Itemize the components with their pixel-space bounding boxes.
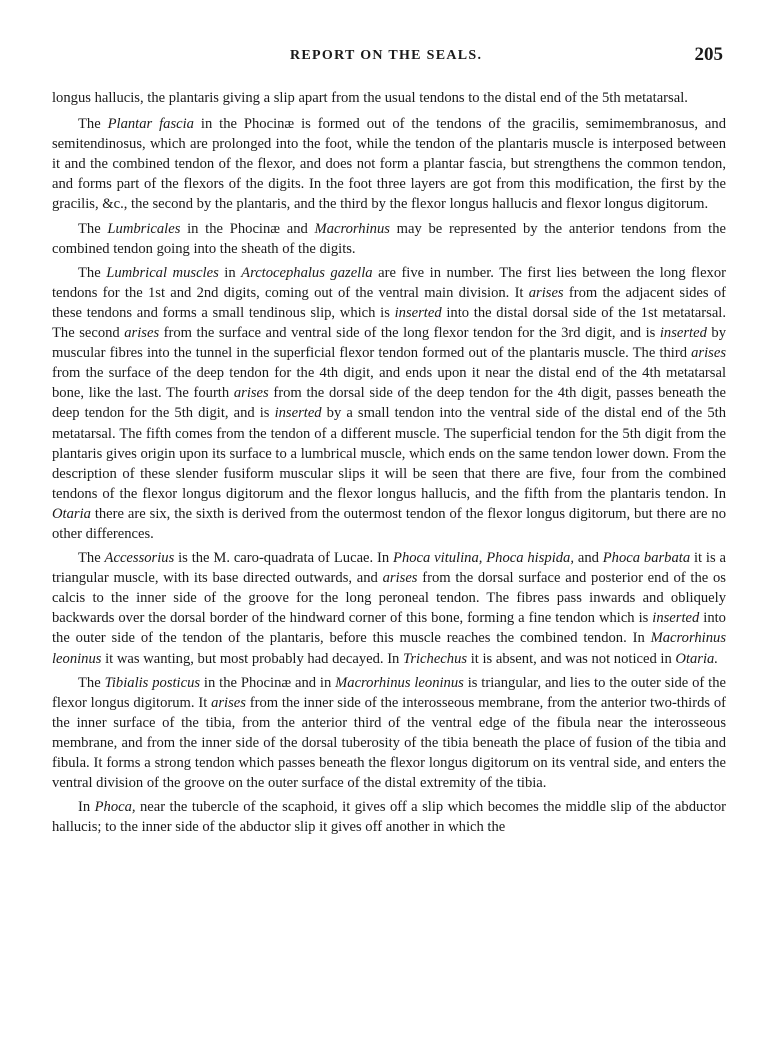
text-run: from the dorsal surface and posterior end of the os calcis to the inner side of the groove for the long peroneal tendon. The fibres pass inwards and obliquely backwards over the dorsal border of the hindward corner of this bone, forming a fine tendon which is — [52, 570, 726, 627]
text-run: from the adjacent sides of these tendons and forms a small tendinous slip, which is — [52, 284, 726, 321]
text-run: The — [78, 116, 108, 133]
text-run: longus hallucis, the plantaris giving a slip apart from the usual tendons to the distal end of the 5th metatarsal. — [52, 90, 688, 106]
italic-term: Trichechus — [403, 650, 468, 667]
text-run: may be represented by the anterior tendons from the combined tendon going into the sheath of the digits. — [52, 220, 726, 257]
italic-term: Arctocephalus gazella — [241, 264, 373, 281]
italic-term: Otaria. — [675, 650, 718, 667]
italic-term: inserted — [652, 610, 700, 627]
italic-term: arises — [691, 345, 726, 362]
italic-term: Phoca vitulina, Phoca hispida, — [393, 550, 574, 567]
paragraph-tibialis-posticus — [52, 673, 726, 794]
page-number: 205 — [694, 44, 723, 65]
italic-term: arises — [528, 284, 564, 301]
paragraph-lumbrical-muscles — [52, 263, 726, 544]
text-run: and — [574, 550, 603, 567]
italic-term: inserted — [394, 304, 442, 321]
italic-term: Lumbricales — [107, 220, 181, 237]
text-run: into the distal dorsal side of the 1st metatarsal. The second — [52, 304, 726, 342]
paragraph-lumbricales — [52, 219, 726, 259]
italic-term: Macrorhinus — [314, 220, 390, 237]
italic-term: inserted — [659, 325, 707, 342]
text-run: it was wanting, but most probably had decayed. In — [101, 650, 404, 667]
italic-term: Accessorius — [104, 550, 175, 567]
text-run: In — [78, 799, 95, 816]
text-run: near the tubercle of the scaphoid, it gives off a slip which becomes the middle slip of the abductor hallucis; to the inner side of the abductor slip it gives off another in which the — [52, 799, 726, 836]
text-run: The — [78, 264, 107, 281]
text-run: in — [218, 264, 242, 281]
paragraph-continuation — [52, 88, 726, 108]
italic-term: Phoca barbata — [602, 550, 691, 567]
body-text — [52, 88, 726, 841]
text-run: from the surface of the deep tendon for the 4th digit, and ends upon it near the distal end of the 4th metatarsal bone, like the last. The fourth — [52, 365, 726, 402]
text-run: in the Phocinæ and — [180, 220, 315, 237]
text-run: into the outer side of the tendon of the plantaris, before this muscle reaches the combined tendon. In — [52, 610, 726, 647]
paragraph-accessorius — [52, 548, 726, 669]
text-run: are five in number. The first lies between the long flexor tendons for the 1st and 2nd digits, coming out of the ventral main division. It — [52, 264, 727, 301]
italic-term: Otaria — [52, 505, 91, 522]
text-run: by muscular fibres into the tunnel in the superficial flexor tendon formed out of the plantaris muscle. The third — [52, 325, 726, 362]
italic-term: Plantar fascia — [107, 116, 194, 133]
italic-term: Macrorhinus leoninus — [335, 674, 464, 691]
text-run: there are six, the sixth is derived from the outermost tendon of the flexor longus digitorum, but there are no other differences. — [52, 505, 726, 542]
text-run: by a small tendon into the ventral side of the distal end of the 5th metatarsal. The fifth comes from the tendon of a different muscle. The superficial tendon for the 5th digit from the plantaris gives origin upon its surface to a lumbrical muscle, which ends on the same tendon lower down. From the description of these slender fusiform muscular slips it will be seen that there are five, four from the combined tendons of the flexor longus digitorum and the flexor longus hallucis, and the fifth from the plantaris tendon. In — [52, 405, 726, 502]
italic-term: arises — [124, 325, 160, 342]
text-run: in the Phocinæ and in — [200, 674, 336, 691]
text-run: in the Phocinæ is formed out of the tendons of the gracilis, semimembranosus, and semitendinosus, which are prolonged into the foot, while the tendon of the plantaris muscle is interposed between it and the combined tendon of the flexor, and does not form a plantar fascia, but strengthens the common tendon, and forms part of the flexors of the digits. In the foot three layers are got from this modification, the first by the gracilis, &c., the second by the plantaris, and the third by the flexor longus hallucis and flexor longus digitorum. — [52, 116, 726, 213]
text-run: it is a triangular muscle, with its base directed outwards, and — [52, 550, 726, 587]
italic-term: inserted — [274, 405, 322, 422]
text-run: from the surface and ventral side of the long flexor tendon for the 3rd digit, and is — [159, 325, 660, 342]
italic-term: arises — [211, 694, 246, 711]
italic-term: Phoca, — [94, 799, 136, 816]
running-title: REPORT ON THE SEALS. — [290, 48, 483, 63]
text-run: is triangular, and lies to the outer side of the flexor longus digitorum. It — [52, 674, 726, 711]
italic-term: Lumbrical muscles — [106, 264, 219, 281]
text-run: The — [78, 550, 105, 567]
paragraph-plantar-fascia — [52, 114, 726, 214]
italic-term: arises — [382, 570, 418, 587]
paragraph-phoca — [52, 797, 726, 837]
italic-term: Tibialis posticus — [104, 674, 201, 691]
text-run: The — [78, 674, 105, 691]
text-run: is the M. caro-quadrata of Lucae. In — [174, 550, 394, 567]
text-run: it is absent, and was not noticed in — [467, 650, 676, 667]
text-run: from the inner side of the interosseous membrane, from the anterior two-thirds of the inner surface of the tibia, from the anterior third of the ventral edge of the fibula near the interosseous membrane, and from the inner side of the dorsal tuberosity of the tibia beneath the place of fusion of the tibia and fibula. It forms a strong tendon which passes beneath the flexor longus digitorum on its ventral side, and enters the ventral division of the groove on the outer surface of the distal extremity of the tibia. — [52, 694, 726, 792]
text-run: The — [78, 220, 108, 237]
text-run: from the dorsal side of the deep tendon for the 4th digit, passes beneath the deep tendon for the 5th digit, and is — [52, 385, 727, 422]
italic-term: Macrorhinus leoninus — [52, 630, 726, 667]
italic-term: arises — [233, 385, 269, 402]
